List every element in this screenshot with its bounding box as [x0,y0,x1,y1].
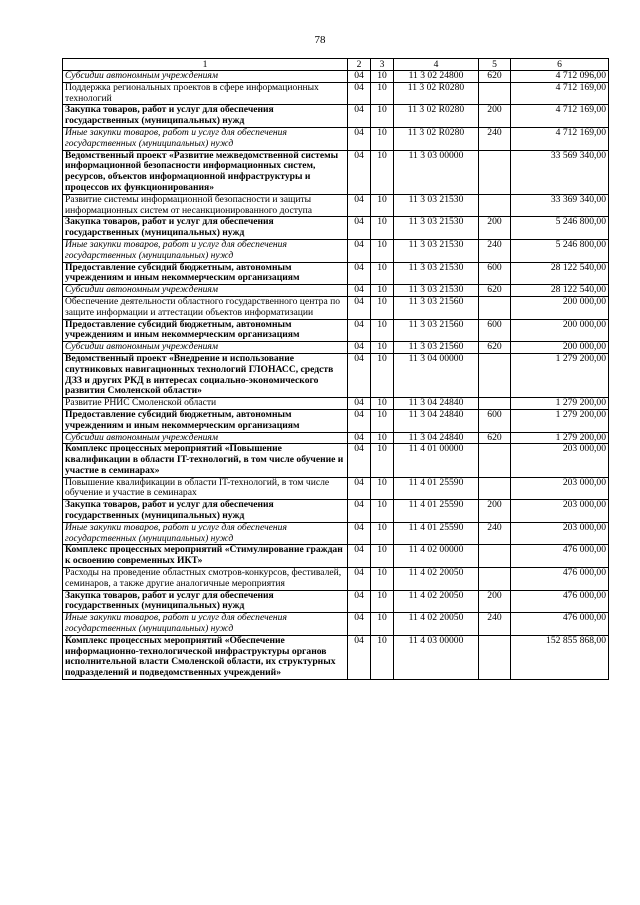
header-col-1: 1 [63,59,348,71]
row-subsection-cell: 10 [371,217,394,240]
row-article-cell: 11 3 03 21560 [394,296,479,319]
row-subsection-cell: 10 [371,296,394,319]
row-name-cell: Закупка товаров, работ и услуг для обеспечения государственных (муниципальных) нужд [63,217,348,240]
row-name-cell: Повышение квалификации в области IT-технологий, в том числе обучение и участие в семинарах [63,477,348,500]
row-article-cell: 11 4 02 20050 [394,590,479,613]
row-article-cell: 11 3 03 21530 [394,194,479,217]
row-subsection-cell: 10 [371,319,394,342]
row-amount-cell: 152 855 868,00 [511,635,609,679]
row-section-cell: 04 [348,545,371,568]
row-article-cell: 11 3 03 21530 [394,239,479,262]
row-section-cell: 04 [348,105,371,128]
row-article-cell: 11 3 03 21530 [394,285,479,297]
row-subsection-cell: 10 [371,285,394,297]
row-article-cell: 11 3 03 21560 [394,342,479,354]
row-section-cell: 04 [348,239,371,262]
row-subsection-cell: 10 [371,545,394,568]
row-expense-type-cell: 240 [479,239,511,262]
row-expense-type-cell: 600 [479,409,511,432]
row-name-cell: Закупка товаров, работ и услуг для обеспечения государственных (муниципальных) нужд [63,590,348,613]
row-expense-type-cell: 620 [479,342,511,354]
row-section-cell: 04 [348,342,371,354]
row-subsection-cell: 10 [371,194,394,217]
row-name-cell: Комплекс процессных мероприятий «Повышение квалификации в области IT-технологий, в том числе обучение и участие в семинарах» [63,444,348,477]
row-article-cell: 11 3 02 R0280 [394,82,479,105]
row-subsection-cell: 10 [371,477,394,500]
row-amount-cell: 28 122 540,00 [511,285,609,297]
row-name-cell: Субсидии автономным учреждениям [63,342,348,354]
row-amount-cell: 4 712 169,00 [511,82,609,105]
row-expense-type-cell [479,635,511,679]
table-row [63,217,609,240]
table-row [63,127,609,150]
row-subsection-cell: 10 [371,127,394,150]
row-subsection-cell: 10 [371,82,394,105]
table-row [63,105,609,128]
row-name-cell: Комплекс процессных мероприятий «Обеспечение информационно-технологической инфраструктуры органов исполнительной власти Смоленской области, их структурных подразделений и подведомственных учреждений» [63,635,348,679]
table-row [63,82,609,105]
row-section-cell: 04 [348,590,371,613]
row-subsection-cell: 10 [371,568,394,591]
row-name-cell: Иные закупки товаров, работ и услуг для обеспечения государственных (муниципальных) нужд [63,522,348,545]
row-article-cell: 11 3 02 R0280 [394,105,479,128]
row-section-cell: 04 [348,613,371,636]
table-row [63,522,609,545]
row-article-cell: 11 3 03 00000 [394,150,479,194]
row-amount-cell: 476 000,00 [511,568,609,591]
row-name-cell: Обеспечение деятельности областного государственного центра по защите информации и аттестации объектов информатизации [63,296,348,319]
row-amount-cell: 203 000,00 [511,522,609,545]
row-section-cell: 04 [348,353,371,397]
row-article-cell: 11 4 01 25590 [394,500,479,523]
header-col-5: 5 [479,59,511,71]
table-row [63,613,609,636]
row-amount-cell: 5 246 800,00 [511,239,609,262]
row-expense-type-cell [479,194,511,217]
row-section-cell: 04 [348,150,371,194]
row-name-cell: Иные закупки товаров, работ и услуг для обеспечения государственных (муниципальных) нужд [63,239,348,262]
table-row [63,194,609,217]
row-article-cell: 11 3 04 24840 [394,398,479,410]
row-expense-type-cell: 620 [479,285,511,297]
row-section-cell: 04 [348,398,371,410]
row-amount-cell: 33 369 340,00 [511,194,609,217]
row-name-cell: Предоставление субсидий бюджетным, автономным учреждениям и иным некоммерческим организациям [63,409,348,432]
table-row [63,262,609,285]
row-subsection-cell: 10 [371,590,394,613]
row-expense-type-cell: 200 [479,217,511,240]
row-subsection-cell: 10 [371,71,394,83]
row-expense-type-cell [479,398,511,410]
row-amount-cell: 1 279 200,00 [511,409,609,432]
row-article-cell: 11 4 01 25590 [394,477,479,500]
row-amount-cell: 203 000,00 [511,500,609,523]
row-article-cell: 11 3 03 21530 [394,217,479,240]
row-amount-cell: 200 000,00 [511,296,609,319]
row-section-cell: 04 [348,194,371,217]
row-expense-type-cell: 600 [479,262,511,285]
row-name-cell: Развитие системы информационной безопасности и защиты информационных систем от несанкционированного доступа [63,194,348,217]
table-row [63,353,609,397]
row-subsection-cell: 10 [371,522,394,545]
row-name-cell: Иные закупки товаров, работ и услуг для обеспечения государственных (муниципальных) нужд [63,613,348,636]
table-row [63,342,609,354]
row-amount-cell: 476 000,00 [511,545,609,568]
row-expense-type-cell [479,150,511,194]
table-row [63,590,609,613]
table-row [63,285,609,297]
table-row [63,545,609,568]
row-subsection-cell: 10 [371,635,394,679]
row-amount-cell: 476 000,00 [511,590,609,613]
row-section-cell: 04 [348,262,371,285]
table-row [63,150,609,194]
header-row [63,59,609,71]
row-section-cell: 04 [348,127,371,150]
row-amount-cell: 33 569 340,00 [511,150,609,194]
row-section-cell: 04 [348,285,371,297]
row-section-cell: 04 [348,296,371,319]
row-name-cell: Иные закупки товаров, работ и услуг для обеспечения государственных (муниципальных) нужд [63,127,348,150]
row-article-cell: 11 3 04 00000 [394,353,479,397]
row-section-cell: 04 [348,568,371,591]
row-article-cell: 11 4 02 00000 [394,545,479,568]
row-name-cell: Комплекс процессных мероприятий «Стимулирование граждан к освоению современных ИКТ» [63,545,348,568]
row-expense-type-cell [479,568,511,591]
row-expense-type-cell [479,353,511,397]
row-amount-cell: 200 000,00 [511,342,609,354]
table-row [63,319,609,342]
row-expense-type-cell: 240 [479,613,511,636]
row-subsection-cell: 10 [371,353,394,397]
table-row [63,444,609,477]
table-row [63,239,609,262]
table-row [63,71,609,83]
row-expense-type-cell [479,477,511,500]
row-expense-type-cell [479,82,511,105]
row-expense-type-cell: 620 [479,71,511,83]
row-subsection-cell: 10 [371,613,394,636]
row-name-cell: Расходы на проведение областных смотров-конкурсов, фестивалей, семинаров, а также другие аналогичные мероприятия [63,568,348,591]
row-amount-cell: 200 000,00 [511,319,609,342]
header-col-4: 4 [394,59,479,71]
table-row [63,296,609,319]
row-amount-cell: 4 712 169,00 [511,127,609,150]
row-section-cell: 04 [348,522,371,545]
row-amount-cell: 5 246 800,00 [511,217,609,240]
row-subsection-cell: 10 [371,432,394,444]
row-subsection-cell: 10 [371,262,394,285]
row-section-cell: 04 [348,500,371,523]
budget-table [62,58,609,680]
row-expense-type-cell [479,444,511,477]
row-name-cell: Закупка товаров, работ и услуг для обеспечения государственных (муниципальных) нужд [63,105,348,128]
row-article-cell: 11 3 04 24840 [394,409,479,432]
row-article-cell: 11 3 04 24840 [394,432,479,444]
row-amount-cell: 476 000,00 [511,613,609,636]
row-article-cell: 11 4 02 20050 [394,613,479,636]
row-article-cell: 11 3 03 21560 [394,319,479,342]
row-article-cell: 11 3 02 24800 [394,71,479,83]
row-expense-type-cell: 200 [479,105,511,128]
row-section-cell: 04 [348,635,371,679]
row-subsection-cell: 10 [371,239,394,262]
row-article-cell: 11 4 01 25590 [394,522,479,545]
row-subsection-cell: 10 [371,398,394,410]
header-col-6: 6 [511,59,609,71]
table-row [63,500,609,523]
row-amount-cell: 1 279 200,00 [511,432,609,444]
row-expense-type-cell: 240 [479,522,511,545]
row-name-cell: Ведомственный проект «Внедрение и использование спутниковых навигационных технологий ГЛОНАСС, средств ДЗЗ и других РКД в интересах социально-экономического развития Смоленской области» [63,353,348,397]
row-section-cell: 04 [348,409,371,432]
row-name-cell: Предоставление субсидий бюджетным, автономным учреждениям и иным некоммерческим организациям [63,262,348,285]
row-article-cell: 11 3 03 21530 [394,262,479,285]
row-expense-type-cell: 620 [479,432,511,444]
row-name-cell: Субсидии автономным учреждениям [63,432,348,444]
row-section-cell: 04 [348,82,371,105]
row-section-cell: 04 [348,71,371,83]
row-subsection-cell: 10 [371,150,394,194]
table-row [63,477,609,500]
table-row [63,398,609,410]
row-expense-type-cell: 200 [479,590,511,613]
row-amount-cell: 28 122 540,00 [511,262,609,285]
row-name-cell: Развитие РНИС Смоленской области [63,398,348,410]
row-article-cell: 11 4 02 20050 [394,568,479,591]
row-amount-cell: 203 000,00 [511,477,609,500]
row-section-cell: 04 [348,477,371,500]
row-subsection-cell: 10 [371,409,394,432]
row-expense-type-cell [479,296,511,319]
row-section-cell: 04 [348,432,371,444]
row-section-cell: 04 [348,217,371,240]
row-name-cell: Закупка товаров, работ и услуг для обеспечения государственных (муниципальных) нужд [63,500,348,523]
row-expense-type-cell: 240 [479,127,511,150]
table-row [63,568,609,591]
row-amount-cell: 203 000,00 [511,444,609,477]
row-name-cell: Ведомственный проект «Развитие межведомственной системы информационной безопасности информационных систем, ресурсов, объектов информационной инфраструктуры и процессов их функционирования» [63,150,348,194]
table-row [63,635,609,679]
table-body [63,71,609,680]
row-name-cell: Предоставление субсидий бюджетным, автономным учреждениям и иным некоммерческим организациям [63,319,348,342]
header-col-3: 3 [371,59,394,71]
row-name-cell: Субсидии автономным учреждениям [63,285,348,297]
row-amount-cell: 1 279 200,00 [511,353,609,397]
row-expense-type-cell: 200 [479,500,511,523]
row-name-cell: Поддержка региональных проектов в сфере информационных технологий [63,82,348,105]
row-amount-cell: 4 712 169,00 [511,105,609,128]
row-expense-type-cell [479,545,511,568]
row-expense-type-cell: 600 [479,319,511,342]
page-number: 78 [314,34,326,46]
row-article-cell: 11 4 03 00000 [394,635,479,679]
row-name-cell: Субсидии автономным учреждениям [63,71,348,83]
row-amount-cell: 4 712 096,00 [511,71,609,83]
row-section-cell: 04 [348,319,371,342]
row-article-cell: 11 3 02 R0280 [394,127,479,150]
row-subsection-cell: 10 [371,105,394,128]
row-subsection-cell: 10 [371,500,394,523]
row-subsection-cell: 10 [371,342,394,354]
row-subsection-cell: 10 [371,444,394,477]
table-row [63,432,609,444]
row-article-cell: 11 4 01 00000 [394,444,479,477]
row-amount-cell: 1 279 200,00 [511,398,609,410]
table-row [63,409,609,432]
row-section-cell: 04 [348,444,371,477]
header-col-2: 2 [348,59,371,71]
